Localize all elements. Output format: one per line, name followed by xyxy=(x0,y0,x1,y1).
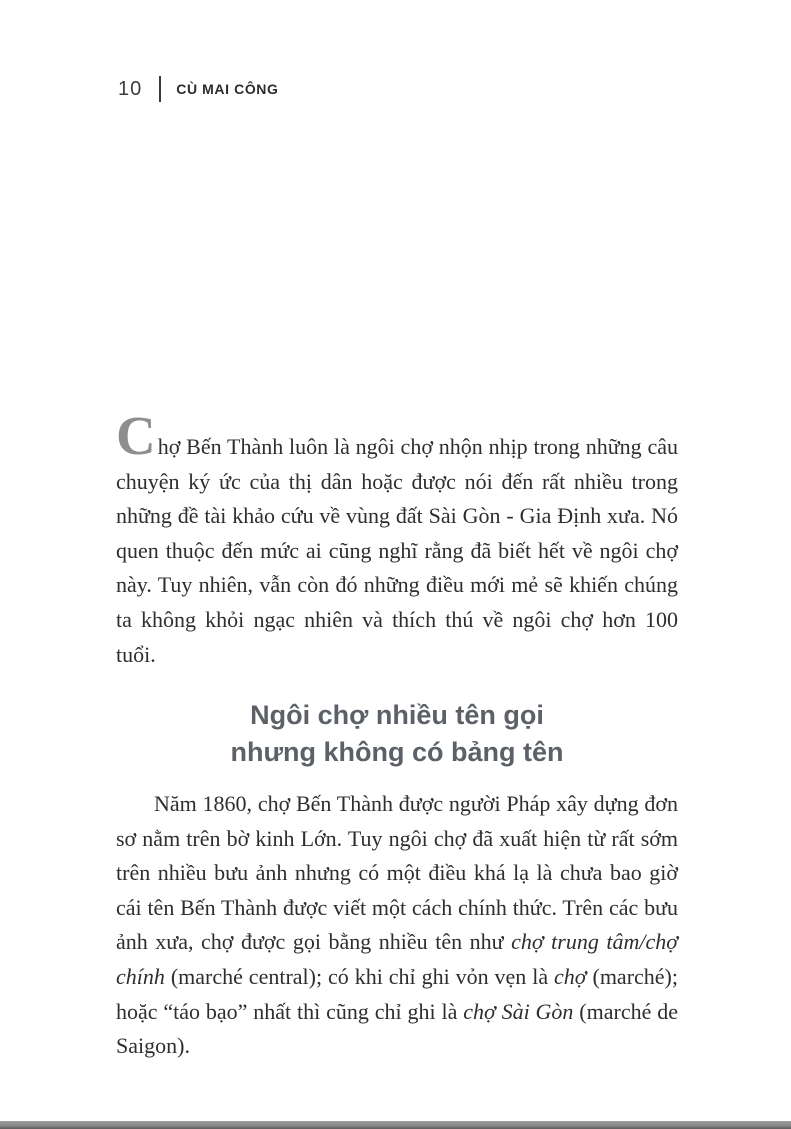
drop-cap: C xyxy=(116,405,158,466)
section-heading xyxy=(116,697,678,771)
page-number: 10 xyxy=(118,77,143,100)
section-heading-line-2: nhưng không có bảng tên xyxy=(230,737,564,767)
opening-paragraph-text: hợ Bến Thành luôn là ngôi chợ nhộn nhịp trong những câu chuyện ký ức của thị dân hoặc được nói đến rất nhiều trong những đề tài khảo cứu về vùng đất Sài Gòn - Gia Định xưa. Nó quen thuộc đến mức ai cũng nghĩ rằng đã biết hết về ngôi chợ này. Tuy nhiên, vẫn còn đó những điều mới mẻ sẽ khiến chúng ta không khỏi ngạc nhiên và thích thú về ngôi chợ hơn 100 tuổi. xyxy=(116,434,678,667)
running-title-author: CÙ MAI CÔNG xyxy=(176,81,279,97)
second-paragraph: Năm 1860, chợ Bến Thành được người Pháp xây dựng đơn sơ nằm trên bờ kinh Lớn. Tuy ngôi chợ đã xuất hiện từ rất sớm trên nhiều bưu ảnh nhưng có một điều khá lạ là chưa bao giờ cái tên Bến Thành được viết một cách chính thức. Trên các bưu ảnh xưa, chợ được gọi bằng nhiều tên như chợ trung tâm/chợ chính (marché central); có khi chỉ ghi vỏn vẹn là chợ (marché); hoặc “táo bạo” nhất thì cũng chỉ ghi là chợ Sài Gòn (marché de Saigon). xyxy=(116,791,678,1059)
opening-paragraph xyxy=(116,405,678,672)
running-head xyxy=(118,76,279,102)
page-bottom-edge xyxy=(0,1121,791,1129)
section-heading-line-1: Ngôi chợ nhiều tên gọi xyxy=(250,700,544,730)
header-divider xyxy=(159,76,161,102)
